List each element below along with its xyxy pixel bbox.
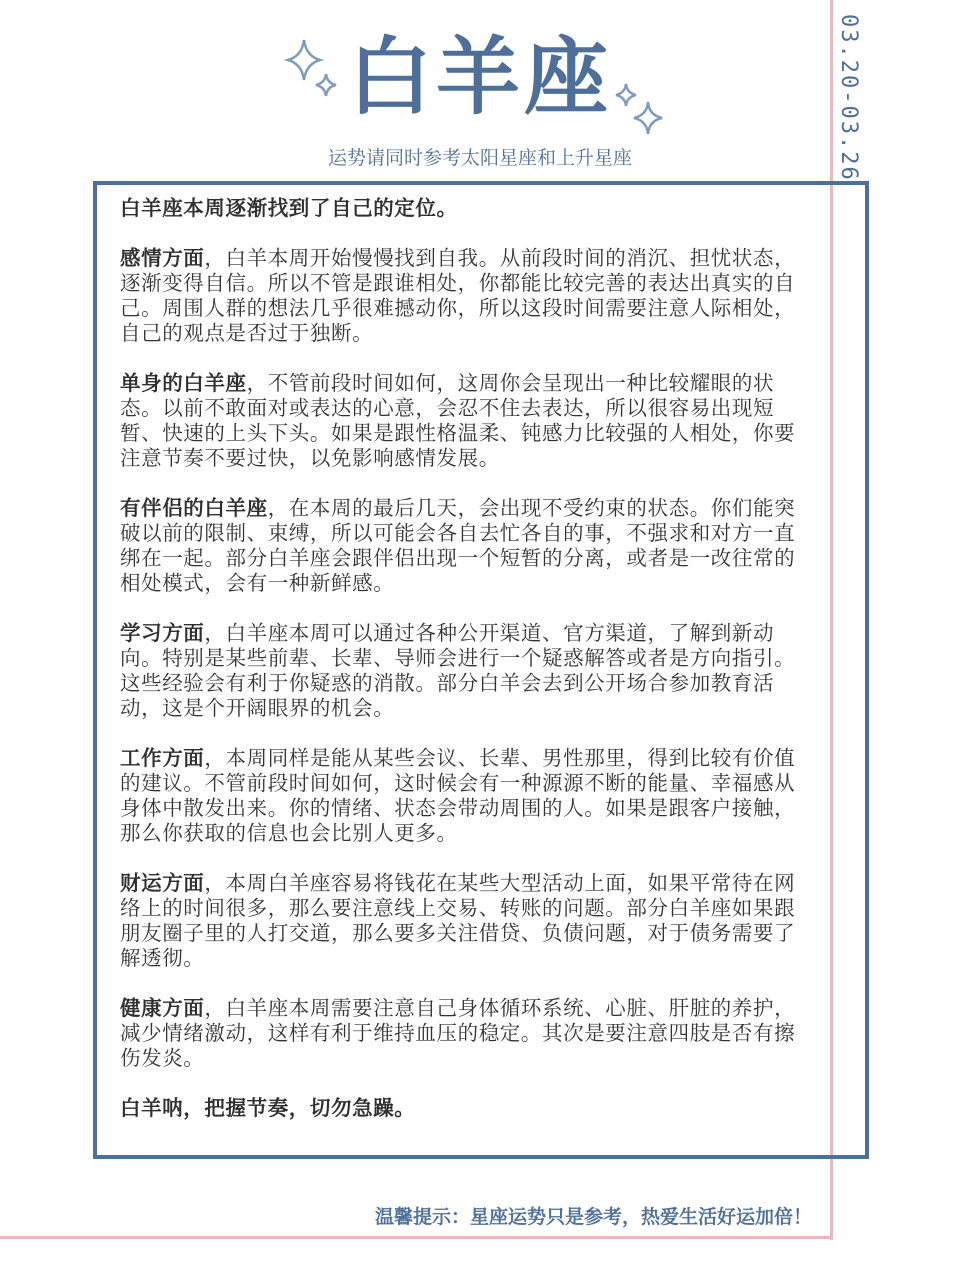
- section-wealth: 财运方面，本周白羊座容易将钱花在某些大型活动上面，如果平常待在网络上的时间很多，那么要注意线上交易、转账的问题。部分白羊座如果跟朋友圈子里的人打交道，那么要多关注借贷、负债问题，对于债务需要了解透彻。: [120, 871, 796, 970]
- section-study: 学习方面，白羊座本周可以通过各种公开渠道、官方渠道，了解到新动向。特别是某些前辈、长辈、导师会进行一个疑惑解答或者是方向指引。这些经验会有利于你疑惑的消散。部分白羊会去到公开场合参加教育活动，这是个开阔眼界的机会。: [120, 621, 796, 720]
- subtitle: 运势请同时参考太阳星座和上升星座: [327, 147, 632, 169]
- section-single: 单身的白羊座，不管前段时间如何，这周你会呈现出一种比较耀眼的状态。以前不敢面对或表达的心意，会忍不住去表达，所以很容易出现短暂、快速的上头下头。如果是跟性格温柔、钝感力比较强的人相处，你要注意节奏不要过快，以免影响感情发展。: [120, 371, 796, 470]
- pink-horizontal-line: [0, 1236, 833, 1239]
- sparkle-icon: [612, 80, 668, 136]
- closing-text: 白羊呐，把握节奏，切勿急躁。: [120, 1096, 416, 1120]
- section-work: 工作方面，本周同样是能从某些会议、长辈、男性那里，得到比较有价值的建议。不管前段时间如何，这时候会有一种源源不断的能量、幸福感从身体中散发出来。你的情绪、状态会带动周围的人。如果是跟客户接触，那么你获取的信息也会比别人更多。: [120, 746, 796, 845]
- date-range: 03.20-03.26: [836, 14, 861, 182]
- footer-tip: 温馨提示：星座运势只是参考，热爱生活好运加倍！: [374, 1206, 812, 1228]
- page-title: 白羊座: [347, 28, 612, 126]
- section-health: 健康方面，白羊座本周需要注意自己身体循环系统、心脏、肝脏的养护，减少情绪激动，这样有利于维持血压的稳定。其次是要注意四肢是否有擦伤发炎。: [120, 996, 796, 1070]
- intro-text: 白羊座本周逐渐找到了自己的定位。: [120, 196, 458, 220]
- section-partner: 有伴侣的白羊座，在本周的最后几天，会出现不受约束的状态。你们能突破以前的限制、束缚，所以可能会各自去忙各自的事，不强求和对方一直绑在一起。部分白羊座会跟伴侣出现一个短暂的分离，或者是一改往常的相处模式，会有一种新鲜感。: [120, 496, 796, 595]
- content-body: [120, 196, 810, 1146]
- section-love: 感情方面，白羊本周开始慢慢找到自我。从前段时间的消沉、担忧状态，逐渐变得自信。所以不管是跟谁相处，你都能比较完善的表达出真实的自己。周围人群的想法几乎很难撼动你，所以这段时间需要注意人际相处，自己的观点是否过于独断。: [120, 246, 796, 345]
